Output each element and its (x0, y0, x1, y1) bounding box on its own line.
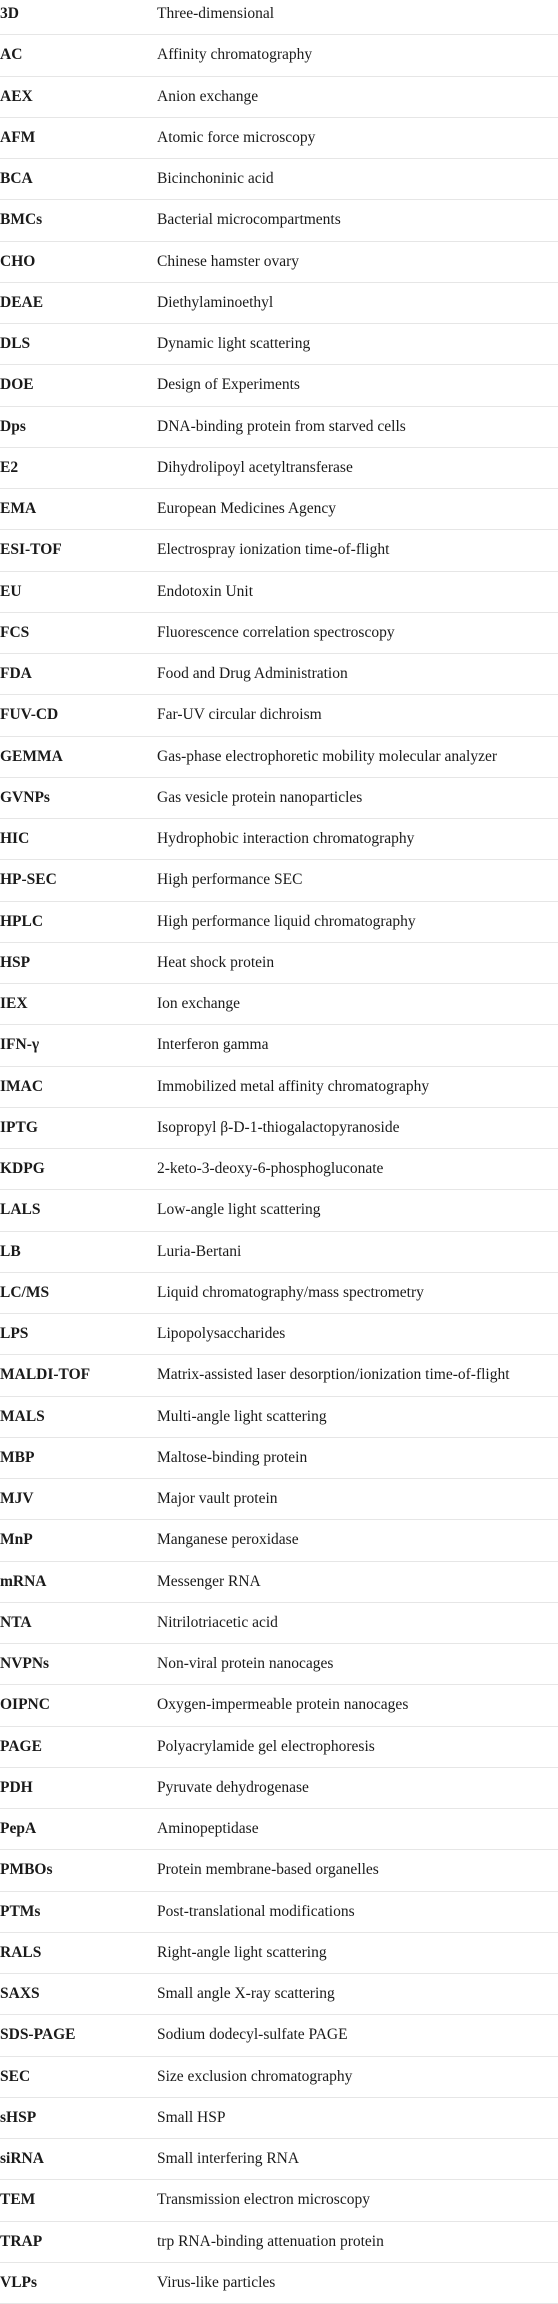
abbreviation-definition: Matrix-assisted laser desorption/ionization time-of-flight (157, 1366, 510, 1384)
table-row (0, 283, 558, 324)
table-row (0, 695, 558, 736)
table-row (0, 2180, 558, 2221)
abbreviation-definition: Hydrophobic interaction chromatography (157, 830, 415, 848)
table-row (0, 1892, 558, 1933)
abbreviation-definition: Affinity chromatography (157, 46, 313, 64)
abbreviation-definition: Three-dimensional (157, 5, 275, 23)
abbreviation-definition: Virus-like particles (157, 2273, 276, 2291)
abbreviation-term: MnP (0, 1531, 33, 1549)
abbreviation-term: FUV-CD (0, 706, 59, 724)
table-row (0, 943, 558, 984)
abbreviation-term: PepA (0, 1820, 37, 1838)
abbreviation-term: MJV (0, 1490, 34, 1508)
abbreviation-definition: Polyacrylamide gel electrophoresis (157, 1737, 375, 1755)
table-row (0, 1273, 558, 1314)
abbreviation-term: LPS (0, 1325, 29, 1343)
abbreviation-term: DEAE (0, 293, 44, 311)
table-row (0, 448, 558, 489)
abbreviation-definition: Manganese peroxidase (157, 1531, 299, 1549)
abbreviation-definition: Nitrilotriacetic acid (157, 1613, 278, 1631)
abbreviation-definition: Food and Drug Administration (157, 665, 348, 683)
abbreviation-term: E2 (0, 458, 19, 476)
abbreviation-definition: Chinese hamster ovary (157, 252, 300, 270)
abbreviation-definition: Bicinchoninic acid (157, 170, 274, 188)
abbreviation-term: IMAC (0, 1077, 44, 1095)
abbreviation-term: OIPNC (0, 1696, 50, 1714)
abbreviation-term: LB (0, 1242, 21, 1260)
table-row (0, 365, 558, 406)
abbreviation-definition: Low-angle light scattering (157, 1201, 321, 1219)
abbreviation-definition: Pyruvate dehydrogenase (157, 1778, 309, 1796)
table-row (0, 1562, 558, 1603)
abbreviation-definition: Maltose-binding protein (157, 1448, 308, 1466)
abbreviation-definition: Luria-Bertani (157, 1242, 242, 1260)
abbreviation-term: NTA (0, 1613, 32, 1631)
table-row (0, 1232, 558, 1273)
abbreviation-definition: Aminopeptidase (157, 1820, 259, 1838)
abbreviation-term: DLS (0, 335, 31, 353)
table-row (0, 572, 558, 613)
abbreviation-definition: Size exclusion chromatography (157, 2067, 353, 2085)
abbreviation-term: DOE (0, 376, 34, 394)
abbreviation-definition: Multi-angle light scattering (157, 1407, 327, 1425)
abbreviation-term: Dps (0, 417, 26, 435)
table-row (0, 1809, 558, 1850)
abbreviation-term: PTMs (0, 1902, 41, 1920)
abbreviation-definition: Design of Experiments (157, 376, 300, 394)
abbreviation-term: MALS (0, 1407, 45, 1425)
abbreviation-term: TEM (0, 2191, 36, 2209)
abbreviation-definition: Isopropyl β-D-1-thiogalactopyranoside (157, 1118, 400, 1136)
table-row (0, 1768, 558, 1809)
abbreviation-term: AC (0, 46, 23, 64)
abbreviation-definition: Post-translational modifications (157, 1902, 355, 1920)
abbreviation-term: LALS (0, 1201, 41, 1219)
abbreviation-definition: Small interfering RNA (157, 2150, 300, 2168)
abbreviation-definition: trp RNA-binding attenuation protein (157, 2232, 384, 2250)
table-row (0, 159, 558, 200)
table-row (0, 2098, 558, 2139)
abbreviation-definition: Major vault protein (157, 1490, 278, 1508)
abbreviation-term: TRAP (0, 2232, 43, 2250)
abbreviation-term: SDS-PAGE (0, 2026, 76, 2044)
table-row (0, 77, 558, 118)
table-row (0, 1438, 558, 1479)
table-row (0, 613, 558, 654)
table-row (0, 118, 558, 159)
abbreviation-term: HIC (0, 830, 30, 848)
abbreviation-definition: Atomic force microscopy (157, 128, 316, 146)
table-row (0, 1685, 558, 1726)
abbreviation-term: KDPG (0, 1160, 45, 1178)
abbreviation-term: PAGE (0, 1737, 42, 1755)
table-row (0, 530, 558, 571)
abbreviation-definition: Heat shock protein (157, 953, 275, 971)
abbreviation-definition: Small angle X-ray scattering (157, 1985, 335, 2003)
abbreviation-definition: Protein membrane-based organelles (157, 1861, 379, 1879)
table-row (0, 1479, 558, 1520)
abbreviation-term: EU (0, 582, 22, 600)
table-row (0, 324, 558, 365)
table-row (0, 1727, 558, 1768)
table-row (0, 902, 558, 943)
abbreviation-definition: Sodium dodecyl-sulfate PAGE (157, 2026, 348, 2044)
table-row (0, 1067, 558, 1108)
table-row (0, 819, 558, 860)
table-row (0, 242, 558, 283)
abbreviation-term: HSP (0, 953, 31, 971)
abbreviation-term: RALS (0, 1943, 42, 1961)
abbreviation-term: ESI-TOF (0, 541, 62, 559)
abbreviation-definition: Right-angle light scattering (157, 1943, 327, 1961)
abbreviation-term: EMA (0, 500, 37, 518)
abbreviation-term: AEX (0, 87, 33, 105)
abbreviation-definition: Ion exchange (157, 995, 241, 1013)
table-row (0, 984, 558, 1025)
abbreviation-term: GVNPs (0, 788, 50, 806)
abbreviation-term: SAXS (0, 1985, 40, 2003)
abbreviation-definition: Fluorescence correlation spectroscopy (157, 623, 395, 641)
abbreviation-term: IEX (0, 995, 28, 1013)
abbreviation-term: sHSP (0, 2108, 37, 2126)
abbreviation-term: mRNA (0, 1572, 47, 1590)
table-row (0, 1974, 558, 2015)
table-row (0, 1025, 558, 1066)
abbreviation-definition: Oxygen-impermeable protein nanocages (157, 1696, 409, 1714)
abbreviation-definition: 2-keto-3-deoxy-6-phosphogluconate (157, 1160, 384, 1178)
abbreviation-term: GEMMA (0, 747, 63, 765)
abbreviation-definition: Small HSP (157, 2108, 226, 2126)
abbreviation-definition: Bacterial microcompartments (157, 211, 341, 229)
abbreviation-term: HPLC (0, 912, 44, 930)
abbreviation-term: MALDI-TOF (0, 1366, 91, 1384)
abbreviation-definition: Dihydrolipoyl acetyltransferase (157, 458, 353, 476)
abbreviation-definition: Electrospray ionization time-of-flight (157, 541, 390, 559)
table-row (0, 2015, 558, 2056)
table-row (0, 778, 558, 819)
table-row (0, 200, 558, 241)
abbreviation-term: MBP (0, 1448, 35, 1466)
abbreviation-definition: Non-viral protein nanocages (157, 1655, 334, 1673)
abbreviation-term: FCS (0, 623, 30, 641)
abbreviation-definition: Immobilized metal affinity chromatography (157, 1077, 430, 1095)
abbreviation-term: BCA (0, 170, 33, 188)
abbreviation-term: IPTG (0, 1118, 38, 1136)
table-row (0, 2057, 558, 2098)
table-row (0, 1314, 558, 1355)
abbreviation-term: PDH (0, 1778, 33, 1796)
table-row (0, 35, 558, 76)
abbreviation-term: IFN-γ (0, 1036, 40, 1054)
abbreviation-definition: DNA-binding protein from starved cells (157, 417, 406, 435)
abbreviation-definition: Gas vesicle protein nanoparticles (157, 788, 363, 806)
table-row (0, 860, 558, 901)
table-row (0, 737, 558, 778)
abbreviation-definition: Far-UV circular dichroism (157, 706, 322, 724)
abbreviation-definition: Diethylaminoethyl (157, 293, 274, 311)
abbreviation-term: siRNA (0, 2150, 44, 2168)
abbreviation-term: SEC (0, 2067, 31, 2085)
abbreviation-term: VLPs (0, 2273, 38, 2291)
table-row (0, 1355, 558, 1396)
abbreviation-definition: Gas-phase electrophoretic mobility molecular analyzer (157, 747, 497, 765)
table-row (0, 1108, 558, 1149)
table-row (0, 1850, 558, 1891)
table-row (0, 654, 558, 695)
abbreviation-term: CHO (0, 252, 36, 270)
abbreviation-term: PMBOs (0, 1861, 53, 1879)
table-row (0, 489, 558, 530)
table-row (0, 1149, 558, 1190)
table-row (0, 2263, 558, 2304)
abbreviation-term: AFM (0, 128, 36, 146)
abbreviation-definition: Messenger RNA (157, 1572, 261, 1590)
abbreviation-definition: Transmission electron microscopy (157, 2191, 370, 2209)
table-row (0, 1190, 558, 1231)
table-row (0, 2139, 558, 2180)
abbreviation-definition: Interferon gamma (157, 1036, 269, 1054)
table-row (0, 1644, 558, 1685)
abbreviation-definition: European Medicines Agency (157, 500, 337, 518)
table-row (0, 1603, 558, 1644)
abbreviation-definition: Dynamic light scattering (157, 335, 311, 353)
table-row (0, 1520, 558, 1561)
table-row (0, 2222, 558, 2263)
abbreviation-term: LC/MS (0, 1283, 50, 1301)
abbreviation-definition: Liquid chromatography/mass spectrometry (157, 1283, 424, 1301)
abbreviation-definition: High performance liquid chromatography (157, 912, 416, 930)
abbreviation-term: 3D (0, 5, 19, 23)
table-row (0, 407, 558, 448)
abbreviation-definition: High performance SEC (157, 871, 303, 889)
table-row (0, 0, 558, 35)
abbreviation-definition: Lipopolysaccharides (157, 1325, 286, 1343)
table-row (0, 1397, 558, 1438)
abbreviation-term: HP-SEC (0, 871, 57, 889)
table-row (0, 1933, 558, 1974)
abbreviation-term: FDA (0, 665, 32, 683)
abbreviation-definition: Anion exchange (157, 87, 259, 105)
abbreviation-term: NVPNs (0, 1655, 50, 1673)
abbreviation-term: BMCs (0, 211, 43, 229)
abbreviation-definition: Endotoxin Unit (157, 582, 254, 600)
